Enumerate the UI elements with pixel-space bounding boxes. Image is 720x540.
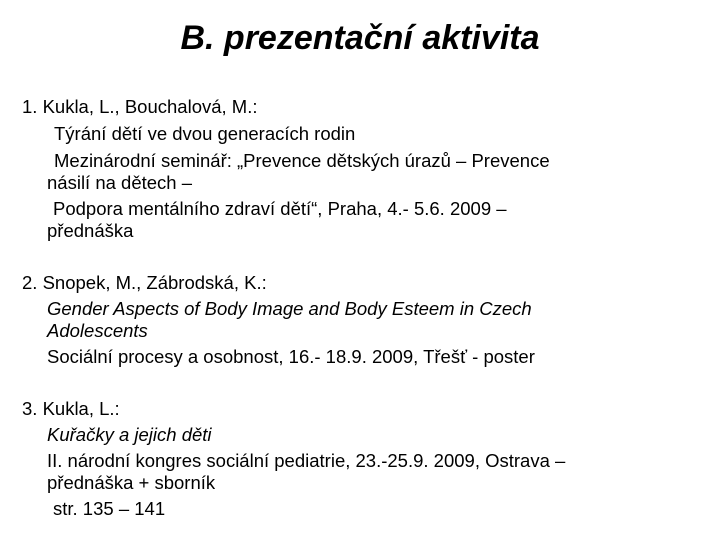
entry-1-title: Týrání dětí ve dvou generacích rodin (54, 123, 356, 144)
entry-1-venue-cont: Podpora mentálního zdraví dětí“, Praha, 4.- 5.6. 2009 – (53, 198, 507, 219)
entry-2-title-cont: Adolescents (47, 320, 148, 341)
entry-2-title: Gender Aspects of Body Image and Body Esteem in Czech (47, 298, 532, 319)
entry-1-venue: Mezinárodní seminář: „Prevence dětských úrazů – Prevence (54, 150, 550, 171)
entry-3-pages: str. 135 – 141 (53, 498, 166, 519)
entry-1-venue-cont: násilí na dětech – (47, 172, 193, 193)
entry-3-venue: II. národní kongres sociální pediatrie, 23.-25.9. 2009, Ostrava – (47, 450, 566, 471)
entry-2-authors: 2. Snopek, M., Zábrodská, K.: (22, 272, 267, 293)
entry-1-authors: 1. Kukla, L., Bouchalová, M.: (22, 96, 258, 117)
entry-2-venue: Sociální procesy a osobnost, 16.- 18.9. 2009, Třešť - poster (47, 346, 535, 367)
entry-1-type: přednáška (47, 220, 134, 241)
entry-3-type: přednáška + sborník (47, 472, 216, 493)
entry-3-title: Kuřačky a jejich děti (47, 424, 212, 445)
slide-title: B. prezentační aktivita (180, 19, 540, 57)
entry-3-authors: 3. Kukla, L.: (22, 398, 120, 419)
